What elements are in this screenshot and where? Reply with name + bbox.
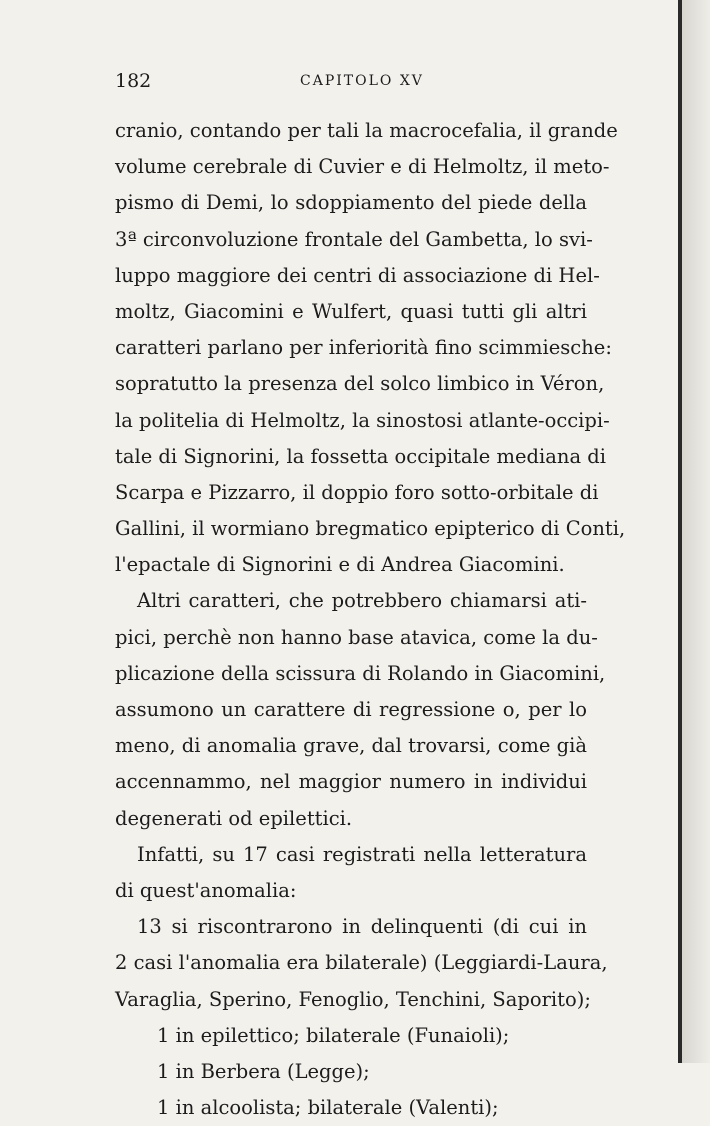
page-edge-shadow — [682, 0, 710, 1063]
body-text — [115, 113, 626, 1126]
text-line: di quest'anomalia: — [115, 878, 297, 902]
text-line: la politelia di Helmoltz, la sinostosi atlante-occipi- — [115, 408, 610, 432]
text-line: Scarpa e Pizzarro, il doppio foro sotto-orbitale di — [115, 480, 599, 504]
text-line: sopratutto la presenza del solco limbico in Véron, — [115, 372, 605, 396]
text-line: pici, perchè non hanno base atavica, come la du- — [115, 625, 598, 649]
text-line: 3ª circonvoluzione frontale del Gambetta, lo svi- — [115, 227, 593, 251]
list-item: 1 in Berbera (Legge); — [157, 1059, 370, 1083]
page-number: 182 — [115, 70, 152, 92]
text-line: 13 si riscontrarono in delinquenti (di cui in — [137, 915, 587, 939]
text-line: cranio, contando per tali la macrocefalia, il grande — [115, 119, 618, 142]
text-line: 2 casi l'anomalia era bilaterale) (Leggiardi-Laura, — [115, 951, 608, 975]
page-edge — [678, 0, 682, 1063]
text-line: Gallini, il wormiano bregmatico epipterico di Conti, — [115, 517, 626, 541]
text-line: degenerati od epilettici. — [115, 806, 353, 830]
text-line: pismo di Demi, lo sdoppiamento del piede della — [115, 191, 587, 215]
text-line: caratteri parlano per inferiorità fino scimmiesche: — [115, 336, 612, 360]
text-line: moltz, Giacomini e Wulfert, quasi tutti gli altri — [115, 299, 587, 323]
text-line: luppo maggiore dei centri di associazione di Hel- — [115, 263, 600, 287]
page-header — [115, 70, 585, 100]
text-line: Varaglia, Sperino, Fenoglio, Tenchini, Saporito); — [115, 987, 591, 1011]
text-line: meno, di anomalia grave, dal trovarsi, come già — [115, 734, 587, 758]
text-line: plicazione della scissura di Rolando in Giacomini, — [115, 661, 606, 685]
text-line: Infatti, su 17 casi registrati nella letteratura — [137, 842, 587, 866]
running-head: CAPITOLO XV — [300, 73, 424, 89]
text-line: tale di Signorini, la fossetta occipitale mediana di — [115, 444, 607, 468]
text-line: assumono un carattere di regressione o, per lo — [115, 698, 587, 721]
text-line: Altri caratteri, che potrebbero chiamarsi ati- — [137, 589, 587, 613]
list-item: 1 in epilettico; bilaterale (Funaioli); — [157, 1023, 510, 1047]
text-line: volume cerebrale di Cuvier e di Helmoltz, il meto- — [115, 155, 610, 179]
list-item: 1 in alcoolista; bilaterale (Valenti); — [157, 1096, 499, 1120]
text-line: l'epactale di Signorini e di Andrea Giacomini. — [115, 553, 565, 577]
text-line: accennammo, nel maggior numero in individui — [115, 770, 587, 794]
